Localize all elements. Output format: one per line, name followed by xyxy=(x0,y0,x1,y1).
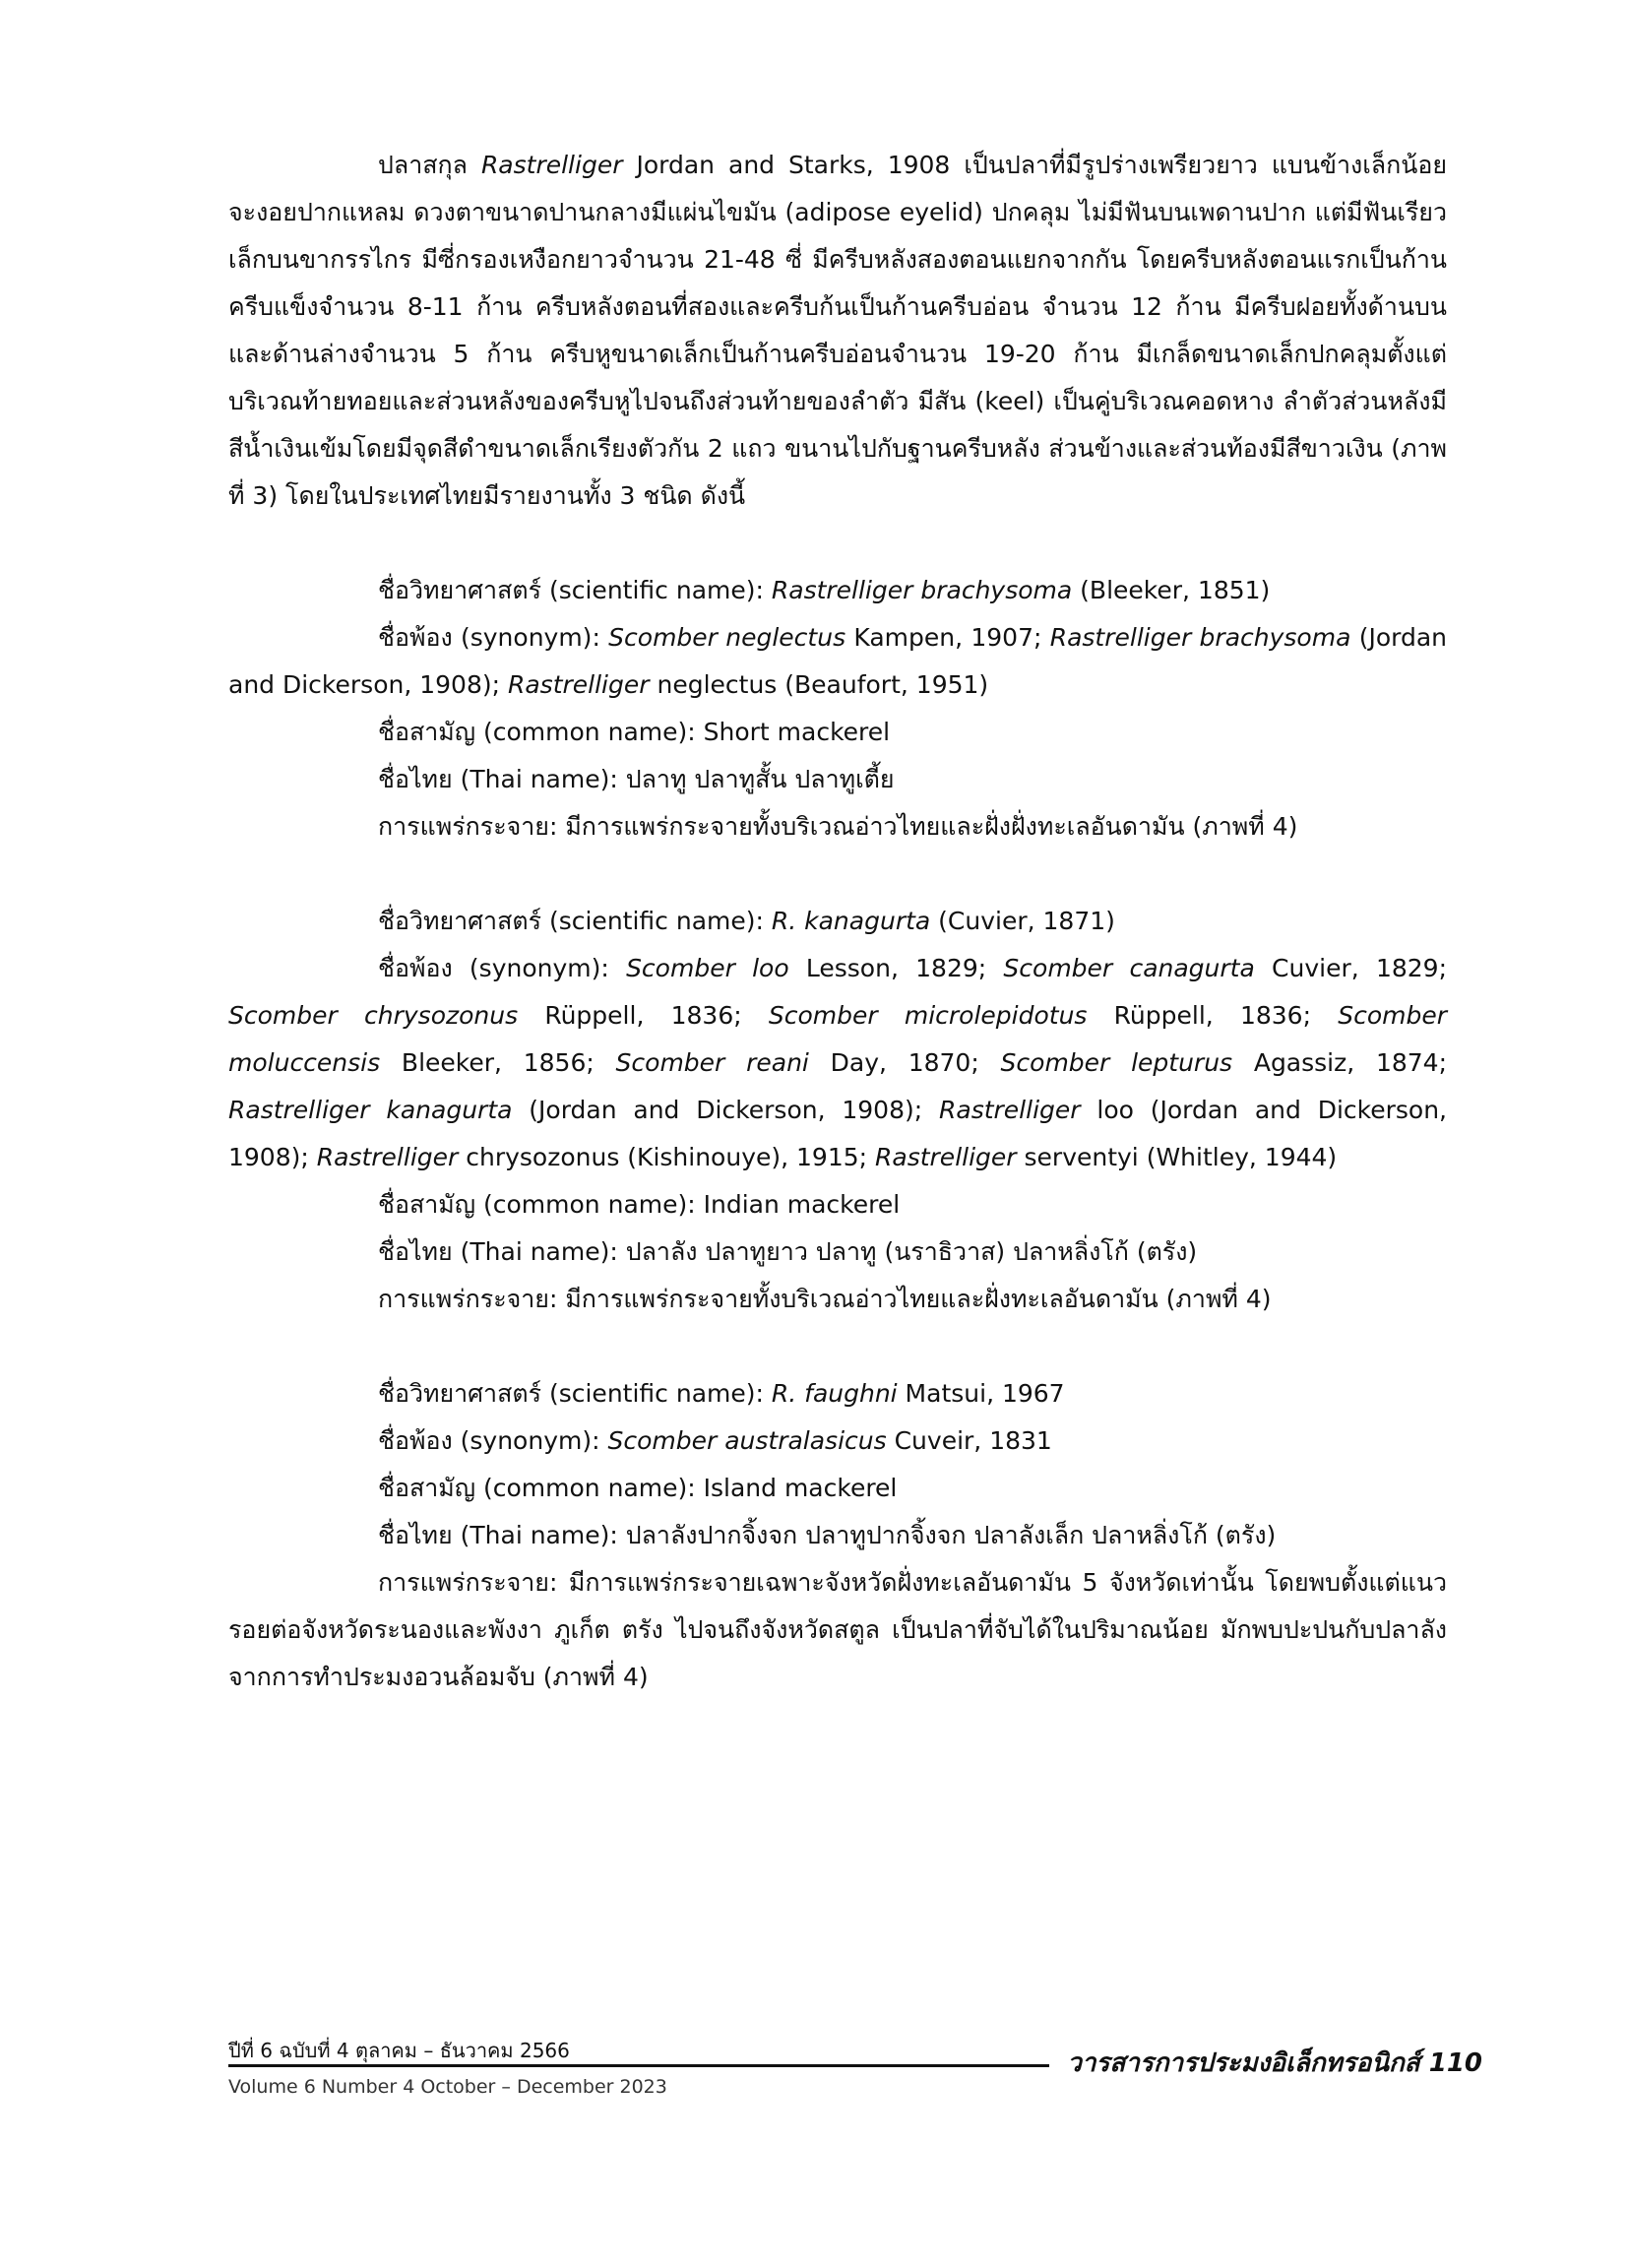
footer-journal-title: วารสารการประมงอิเล็กทรอนิกส์ 110 xyxy=(1067,2048,1482,2078)
species-block-kanagurta xyxy=(228,898,1447,1323)
thai-name-line: ชื่อไทย (Thai name): ปลาทู ปลาทูสั้น ปลาทูเตี้ย xyxy=(378,765,895,793)
synonym-line: ชื่อพ้อง (synonym): Scomber neglectus Kampen, 1907; Rastrelliger brachysoma (Jordan and Dickerson, 1908); Rastrelliger neglectus (Beaufort, 1951) xyxy=(228,623,1447,699)
article-body xyxy=(228,142,1447,1701)
species-block-brachysoma xyxy=(228,567,1447,850)
footer-english-issue: Volume 6 Number 4 October – December 2023 xyxy=(228,2076,667,2098)
spacer xyxy=(228,850,1447,898)
scientific-name-line: ชื่อวิทยาศาสตร์ (scientific name): R. kanagurta (Cuvier, 1871) xyxy=(378,907,1115,935)
common-name-line: ชื่อสามัญ (common name): Short mackerel xyxy=(378,718,891,746)
footer-thai-issue: ปีที่ 6 ฉบับที่ 4 ตุลาคม – ธันวาคม 2566 xyxy=(228,2039,570,2062)
thai-name-line: ชื่อไทย (Thai name): ปลาลัง ปลาทูยาว ปลาทู (นราธิวาส) ปลาหลิ่งโก้ (ตรัง) xyxy=(378,1237,1198,1266)
scientific-name-line: ชื่อวิทยาศาสตร์ (scientific name): Rastrelliger brachysoma (Bleeker, 1851) xyxy=(378,576,1271,604)
spacer xyxy=(228,1323,1447,1370)
species-block-faughni xyxy=(228,1370,1447,1701)
genus-name: Rastrelliger xyxy=(480,151,623,179)
thai-name-line: ชื่อไทย (Thai name): ปลาลังปากจิ้งจก ปลาทูปากจิ้งจก ปลาลังเล็ก ปลาหลิ่งโก้ (ตรัง) xyxy=(378,1521,1277,1549)
common-name-line: ชื่อสามัญ (common name): Indian mackerel xyxy=(378,1190,901,1219)
spacer xyxy=(228,520,1447,567)
synonym-paragraph: ชื่อพ้อง (synonym): Scomber loo Lesson, 1829; Scomber canagurta Cuvier, 1829; Scomber chrysozonus Rüppell, 1836; Scomber microlepidotus Rüppell, 1836; Scomber moluccensis Bleeker, 1856; Scomber reani Day, 1870; Scomber lepturus Agassiz, 1874; Rastrelliger kanagurta (Jordan and Dickerson, 1908); Rastrelliger loo (Jordan and Dickerson, 1908); Rastrelliger chrysozonus (Kishinouye), 1915; Rastrelliger serventyi (Whitley, 1944) xyxy=(228,954,1448,1171)
intro-paragraph: ปลาสกุล Rastrelliger Jordan and Starks, 1908 เป็นปลาที่มีรูปร่างเพรียวยาว แบนข้างเล็กน้อย จะงอยปากแหลม ดวงตาขนาดปานกลางมีแผ่นไขมัน (adipose eyelid) ปกคลุม ไม่มีฟันบนเพดานปาก แต่มีฟันเรียวเล็กบนขากรรไกร มีซี่กรองเหงือกยาวจำนวน 21-48 ซี่ มีครีบหลังสองตอนแยกจากกัน โดยครีบหลังตอนแรกเป็นก้านครีบแข็งจำนวน 8-11 ก้าน ครีบหลังตอนที่สองและครีบก้นเป็นก้านครีบอ่อน จำนวน 12 ก้าน มีครีบฝอยทั้งด้านบนและด้านล่างจำนวน 5 ก้าน ครีบหูขนาดเล็กเป็นก้านครีบอ่อนจำนวน 19-20 ก้าน มีเกล็ดขนาดเล็กปกคลุมตั้งแต่บริเวณท้ายทอยและส่วนหลังของครีบหูไปจนถึงส่วนท้ายของลำตัว มีสัน (keel) เป็นคู่บริเวณคอดหาง ลำตัวส่วนหลังมีสีน้ำเงินเข้มโดยมีจุดสีดำขนาดเล็กเรียงตัวกัน 2 แถว ขนานไปกับฐานครีบหลัง ส่วนข้างและส่วนท้องมีสีขาวเงิน (ภาพที่ 3) โดยในประเทศไทยมีรายงานทั้ง 3 ชนิด ดังนี้ xyxy=(228,151,1447,510)
footer-rule xyxy=(228,2064,1049,2067)
distribution-line: การแพร่กระจาย: มีการแพร่กระจายทั้งบริเวณอ่าวไทยและฝั่งทะเลอันดามัน (ภาพที่ 4) xyxy=(378,1285,1272,1313)
scientific-name-line: ชื่อวิทยาศาสตร์ (scientific name): R. faughni Matsui, 1967 xyxy=(378,1379,1065,1408)
distribution-paragraph: การแพร่กระจาย: มีการแพร่กระจายเฉพาะจังหวัดฝั่งทะเลอันดามัน 5 จังหวัดเท่านั้น โดยพบตั้งแต่แนวรอยต่อจังหวัดระนองและพังงา ภูเก็ต ตรัง ไปจนถึงจังหวัดสตูล เป็นปลาที่จับได้ในปริมาณน้อย มักพบปะปนกับปลาลังจากการทำประมงอวนล้อมจับ (ภาพที่ 4) xyxy=(228,1568,1447,1691)
distribution-line: การแพร่กระจาย: มีการแพร่กระจายทั้งบริเวณอ่าวไทยและฝั่งฝั่งทะเลอันดามัน (ภาพที่ 4) xyxy=(378,812,1298,841)
common-name-line: ชื่อสามัญ (common name): Island mackerel xyxy=(378,1474,898,1502)
synonym-line: ชื่อพ้อง (synonym): Scomber australasicus Cuveir, 1831 xyxy=(378,1426,1052,1455)
